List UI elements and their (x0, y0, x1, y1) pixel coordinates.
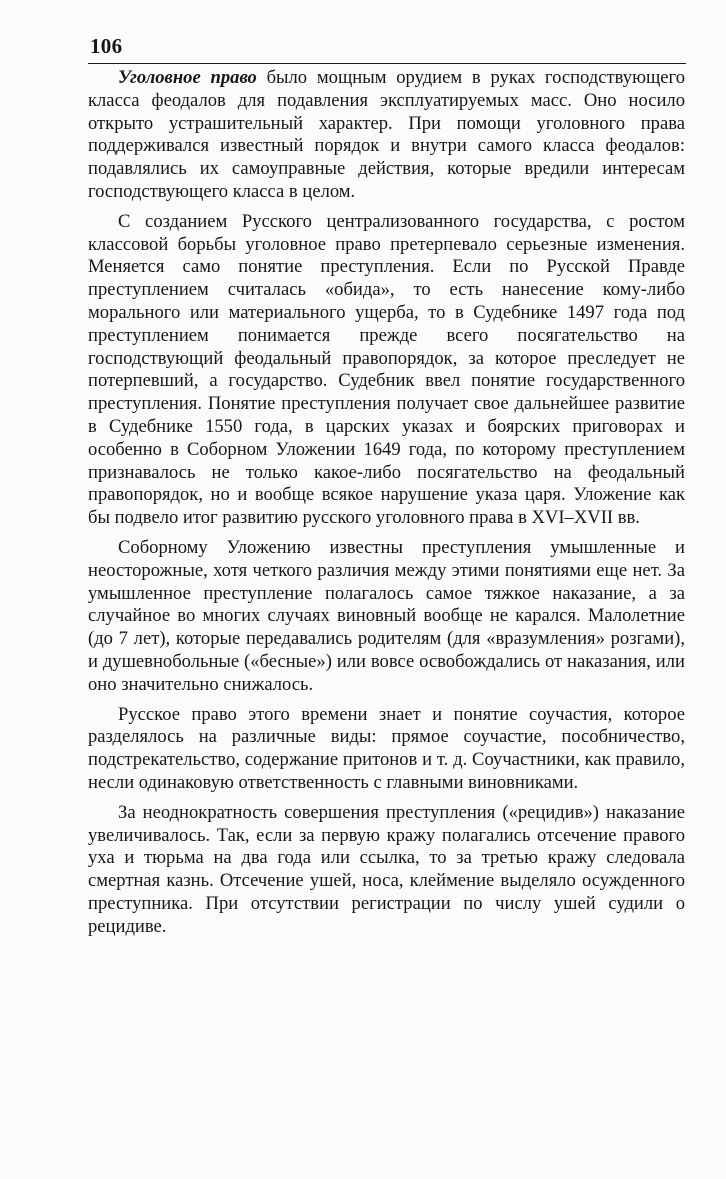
page-number: 106 (90, 34, 123, 58)
paragraph-text: было мощным орудием в руках господствующего класса феодалов для подавления эксплуатируемых масс. Оно носило открыто устрашительный характер. При помощи уголовного права поддерживался известный порядок и внутри самого класса феодалов: подавлялись их самоуправные действия, которые вредили интересам господствующего класса в целом. (88, 67, 685, 202)
body-text (88, 67, 685, 938)
paragraph-recidivism: За неоднократность совершения преступления («рецидив») наказание увеличивалось. Так, если за первую кражу полагались отсечение правого уха и тюрьма на два года или ссылка, то за третью кражу следовала смертная казнь. Отсечение ушей, носа, клеймение выделяло осужденного преступника. При отсутствии регистрации по числу ушей судили о рецидиве. (88, 801, 685, 937)
term-criminal-law: Уголовное право (118, 67, 257, 88)
paragraph-criminal-law-intro (88, 67, 685, 204)
paragraph-intent-negligence: Соборному Уложению известны преступления умышленные и неосторожные, хотя четкого различия между этими понятиями еще нет. За умышленное преступление полагалось самое тяжкое наказание, а за случайное во многих случаях виновный вообще не карался. Малолетние (до 7 лет), которые передавались родителям (для «вразумления» розгами), и душевнобольные («бесные») или вовсе освобождались от наказания, или оно значительно снижалось. (88, 536, 685, 695)
paragraph-complicity: Русское право этого времени знает и понятие соучастия, которое разделялось на различные виды: прямое соучастие, пособничество, подстрекательство, содержание притонов и т. д. Соучастники, как правило, несли одинаковую ответственность с главными виновниками. (88, 703, 685, 793)
header-rule (88, 63, 686, 64)
paragraph-centralized-state: С созданием Русского централизованного государства, с ростом классовой борьбы уголовное право претерпевало серьезные изменения. Меняется само понятие преступления. Если по Русской Правде преступлением считалась «обида», то есть нанесение кому-либо морального или материального ущерба, то в Судебнике 1497 года под преступлением понимается прежде всего посягательство на господствующий феодальный правопорядок, за которое преследует не потерпевший, а государство. Судебник ввел понятие государственного преступления. Понятие преступления получает свое дальнейшее развитие в Судебнике 1550 года, в царских указах и боярских приговорах и особенно в Соборном Уложении 1649 года, по которому преступлением признавалось не только какое-либо посягательство на феодальный правопорядок, но и вообще всякое нарушение указа царя. Уложение как бы подвело итог развитию русского уголовного права в XVI–XVII вв. (88, 210, 685, 529)
